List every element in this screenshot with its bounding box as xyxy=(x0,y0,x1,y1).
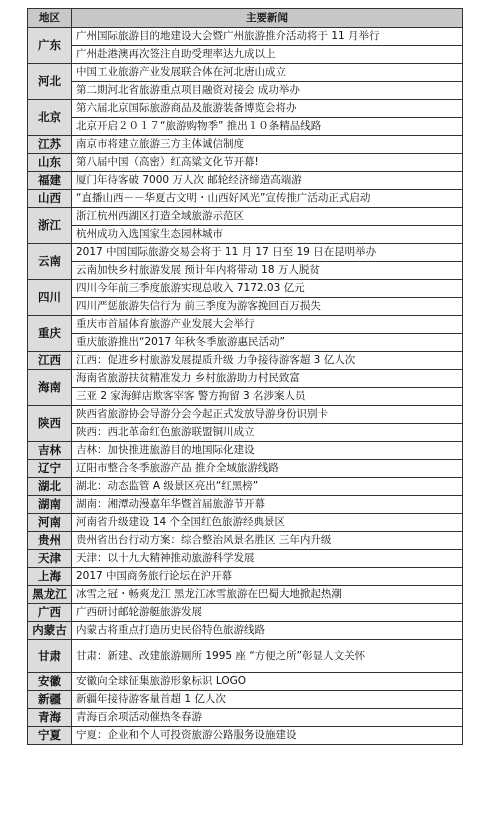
table-row xyxy=(28,424,463,442)
news-table-container xyxy=(27,8,463,745)
table-row xyxy=(28,550,463,568)
region-cell: 重庆 xyxy=(28,316,72,352)
region-cell: 青海 xyxy=(28,709,72,727)
region-cell: 福建 xyxy=(28,172,72,190)
table-row xyxy=(28,82,463,100)
news-cell: 四川今年前三季度旅游实现总收入 7172.03 亿元 xyxy=(72,280,463,298)
news-cell: 吉林：加快推进旅游目的地国际化建设 xyxy=(72,442,463,460)
region-cell: 江西 xyxy=(28,352,72,370)
region-cell: 江苏 xyxy=(28,136,72,154)
table-row xyxy=(28,691,463,709)
region-cell: 贵州 xyxy=(28,532,72,550)
news-cell: 冰雪之冠・畅爽龙江 黑龙江冰雪旅游在巴蜀大地掀起热潮 xyxy=(72,586,463,604)
table-row xyxy=(28,604,463,622)
table-row xyxy=(28,532,463,550)
table-row xyxy=(28,352,463,370)
news-cell: 广州国际旅游目的地建设大会暨广州旅游推介活动将于 11 月举行 xyxy=(72,28,463,46)
table-row xyxy=(28,496,463,514)
table-row xyxy=(28,334,463,352)
region-cell: 安徽 xyxy=(28,673,72,691)
table-row xyxy=(28,640,463,673)
table-row xyxy=(28,172,463,190)
news-cell: 甘肃：新建、改建旅游厕所 1995 座 “方便之所”彰显人文关怀 xyxy=(72,640,463,673)
news-cell: 杭州成功入选国家生态园林城市 xyxy=(72,226,463,244)
table-row xyxy=(28,709,463,727)
region-cell: 浙江 xyxy=(28,208,72,244)
news-cell: 2017 中国商务旅行论坛在沪开幕 xyxy=(72,568,463,586)
news-cell: 广西研讨邮轮游艇旅游发展 xyxy=(72,604,463,622)
region-cell: 广东 xyxy=(28,28,72,64)
news-cell: 三亚 2 家海鲜店欺客宰客 警方拘留 3 名涉案人员 xyxy=(72,388,463,406)
region-cell: 四川 xyxy=(28,280,72,316)
table-body xyxy=(28,28,463,745)
region-cell: 甘肃 xyxy=(28,640,72,673)
table-row xyxy=(28,298,463,316)
region-cell: 辽宁 xyxy=(28,460,72,478)
news-cell: 江西：促进乡村旅游发展提质升级 力争接待游客超 3 亿人次 xyxy=(72,352,463,370)
region-cell: 山东 xyxy=(28,154,72,172)
table-row xyxy=(28,64,463,82)
table-row xyxy=(28,244,463,262)
news-cell: 宁夏：企业和个人可投资旅游公路服务设施建设 xyxy=(72,727,463,745)
region-cell: 海南 xyxy=(28,370,72,406)
news-cell: 云南加快乡村旅游发展 预计年内将带动 18 万人脱贫 xyxy=(72,262,463,280)
news-cell: 安徽向全球征集旅游形象标识 LOGO xyxy=(72,673,463,691)
table-row xyxy=(28,262,463,280)
news-cell: 河南省升级建设 14 个全国红色旅游经典景区 xyxy=(72,514,463,532)
table-row xyxy=(28,568,463,586)
news-cell: 重庆旅游推出“2017 年秋冬季旅游惠民活动” xyxy=(72,334,463,352)
news-cell: 海南省旅游扶贫精准发力 乡村旅游助力村民致富 xyxy=(72,370,463,388)
news-cell: 广州赴港澳再次签注自助受理率达九成以上 xyxy=(72,46,463,64)
news-cell: 陕西：西北革命红色旅游联盟铜川成立 xyxy=(72,424,463,442)
region-cell: 黑龙江 xyxy=(28,586,72,604)
news-cell: 厦门年待客破 7000 万人次 邮轮经济缔造高端游 xyxy=(72,172,463,190)
header-news: 主要新闻 xyxy=(72,9,463,28)
region-cell: 天津 xyxy=(28,550,72,568)
news-cell: 中国工业旅游产业发展联合体在河北唐山成立 xyxy=(72,64,463,82)
news-cell: 北京开启２０１７“旅游购物季” 推出１０条精品线路 xyxy=(72,118,463,136)
table-row xyxy=(28,673,463,691)
news-cell: 浙江杭州西湖区打造全域旅游示范区 xyxy=(72,208,463,226)
table-row xyxy=(28,316,463,334)
news-cell: 内蒙古将重点打造历史民俗特色旅游线路 xyxy=(72,622,463,640)
news-cell: 辽阳市整合冬季旅游产品 推介全域旅游线路 xyxy=(72,460,463,478)
news-cell: 重庆市首届体育旅游产业发展大会举行 xyxy=(72,316,463,334)
news-cell: 第八届中国（高密）红高粱文化节开幕! xyxy=(72,154,463,172)
table-row xyxy=(28,478,463,496)
region-cell: 内蒙古 xyxy=(28,622,72,640)
news-cell: 青海百余项活动催热冬春游 xyxy=(72,709,463,727)
news-cell: 天津：以十九大精神推动旅游科学发展 xyxy=(72,550,463,568)
news-cell: 贵州省出台行动方案：综合整治风景名胜区 三年内升级 xyxy=(72,532,463,550)
news-cell: “直播山西－－华夏古文明・山西好风光”宣传推广活动正式启动 xyxy=(72,190,463,208)
news-cell: 四川严惩旅游失信行为 前三季度为游客挽回百万损失 xyxy=(72,298,463,316)
region-cell: 河南 xyxy=(28,514,72,532)
region-cell: 山西 xyxy=(28,190,72,208)
table-row xyxy=(28,622,463,640)
region-cell: 宁夏 xyxy=(28,727,72,745)
region-cell: 河北 xyxy=(28,64,72,100)
table-row xyxy=(28,460,463,478)
news-cell: 第二期河北省旅游重点项目融资对接会 成功举办 xyxy=(72,82,463,100)
news-cell: 2017 中国国际旅游交易会将于 11 月 17 日至 19 日在昆明举办 xyxy=(72,244,463,262)
table-row xyxy=(28,280,463,298)
table-row xyxy=(28,370,463,388)
table-row xyxy=(28,388,463,406)
region-cell: 北京 xyxy=(28,100,72,136)
news-cell: 湖南：湘潭动漫嘉年华暨首届旅游节开幕 xyxy=(72,496,463,514)
table-row xyxy=(28,727,463,745)
table-row xyxy=(28,136,463,154)
news-cell: 第六届北京国际旅游商品及旅游装备博览会将办 xyxy=(72,100,463,118)
table-row xyxy=(28,442,463,460)
region-cell: 新疆 xyxy=(28,691,72,709)
news-cell: 陕西省旅游协会导游分会今起正式发放导游身份识别卡 xyxy=(72,406,463,424)
news-cell: 南京市将建立旅游三方主体诚信制度 xyxy=(72,136,463,154)
table-row xyxy=(28,28,463,46)
table-row xyxy=(28,586,463,604)
region-cell: 湖北 xyxy=(28,478,72,496)
table-row xyxy=(28,118,463,136)
table-row xyxy=(28,190,463,208)
table-row xyxy=(28,406,463,424)
region-cell: 湖南 xyxy=(28,496,72,514)
table-row xyxy=(28,208,463,226)
table-row xyxy=(28,46,463,64)
region-cell: 陕西 xyxy=(28,406,72,442)
table-row xyxy=(28,100,463,118)
table-header-row xyxy=(28,9,463,28)
region-cell: 云南 xyxy=(28,244,72,280)
news-cell: 新疆年接待游客量首超 1 亿人次 xyxy=(72,691,463,709)
table-row xyxy=(28,226,463,244)
table-row xyxy=(28,514,463,532)
region-cell: 上海 xyxy=(28,568,72,586)
table-row xyxy=(28,154,463,172)
regional-news-table xyxy=(27,8,463,745)
region-cell: 吉林 xyxy=(28,442,72,460)
news-cell: 湖北：动态监管 A 级景区亮出“红黑榜” xyxy=(72,478,463,496)
header-region: 地区 xyxy=(28,9,72,28)
region-cell: 广西 xyxy=(28,604,72,622)
